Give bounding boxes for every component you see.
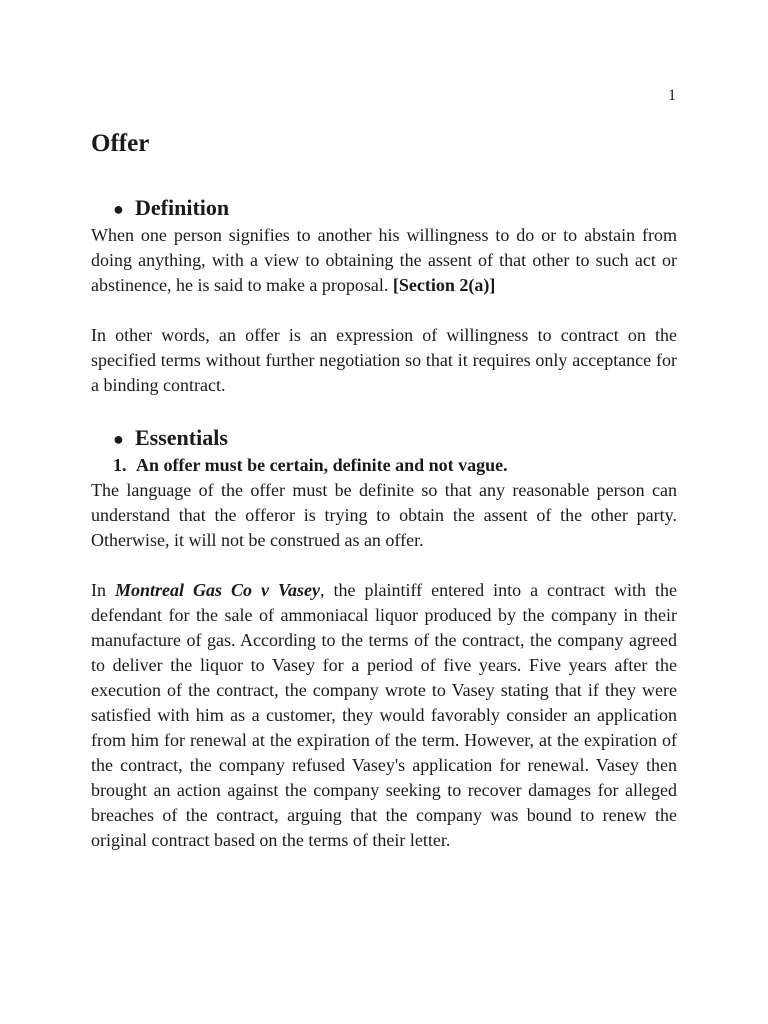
definition-explanation-paragraph: In other words, an offer is an expression of willingness to contract on the specified terms without further negotiation so that it requires only acceptance for a binding contract.	[91, 325, 677, 395]
document-title: Offer	[91, 130, 150, 157]
item-title: An offer must be certain, definite and not vague.	[136, 455, 508, 475]
section-heading-definition	[91, 194, 677, 223]
essential-item-1	[91, 453, 677, 478]
case-paragraph	[91, 578, 677, 853]
section-heading-essentials	[91, 424, 677, 453]
case-prefix: In	[91, 580, 115, 600]
definition-text: When one person signifies to another his willingness to do or to abstain from doing anything, with a view to obtaining the assent of that other to such act or abstinence, he is said to make a proposal.	[91, 225, 677, 295]
item-number: 1.	[113, 455, 127, 475]
essential-explanation-paragraph: The language of the offer must be definite so that any reasonable person can understand that the offeror is trying to obtain the assent of the other party. Otherwise, it will not be construed as an offer.	[91, 480, 677, 550]
section-heading-label: Definition	[135, 195, 230, 220]
section-citation: [Section 2(a)]	[392, 275, 496, 295]
case-name: Montreal Gas Co v Vasey	[115, 580, 320, 600]
page-number: 1	[668, 87, 676, 104]
case-text: , the plaintiff entered into a contract with the defendant for the sale of ammoniacal liquor produced by the company in their manufacture of gas. According to the terms of the contract, the company agreed to deliver the liquor to Vasey for a period of five years. Five years after the execution of the contract, the company wrote to Vasey stating that if they were satisfied with him as a customer, they would favorably consider an application from him for renewal at the expiration of the term. However, at the expiration of the contract, the company refused Vasey's application for renewal. Vasey then brought an action against the company seeking to recover damages for alleged breaches of the contract, arguing that the company was bound to renew the original contract based on the terms of their letter.	[91, 580, 677, 850]
section-heading-label: Essentials	[135, 425, 228, 450]
bullet-icon: ●	[113, 429, 124, 449]
document-body	[91, 128, 677, 853]
definition-paragraph	[91, 223, 677, 298]
bullet-icon: ●	[113, 199, 124, 219]
